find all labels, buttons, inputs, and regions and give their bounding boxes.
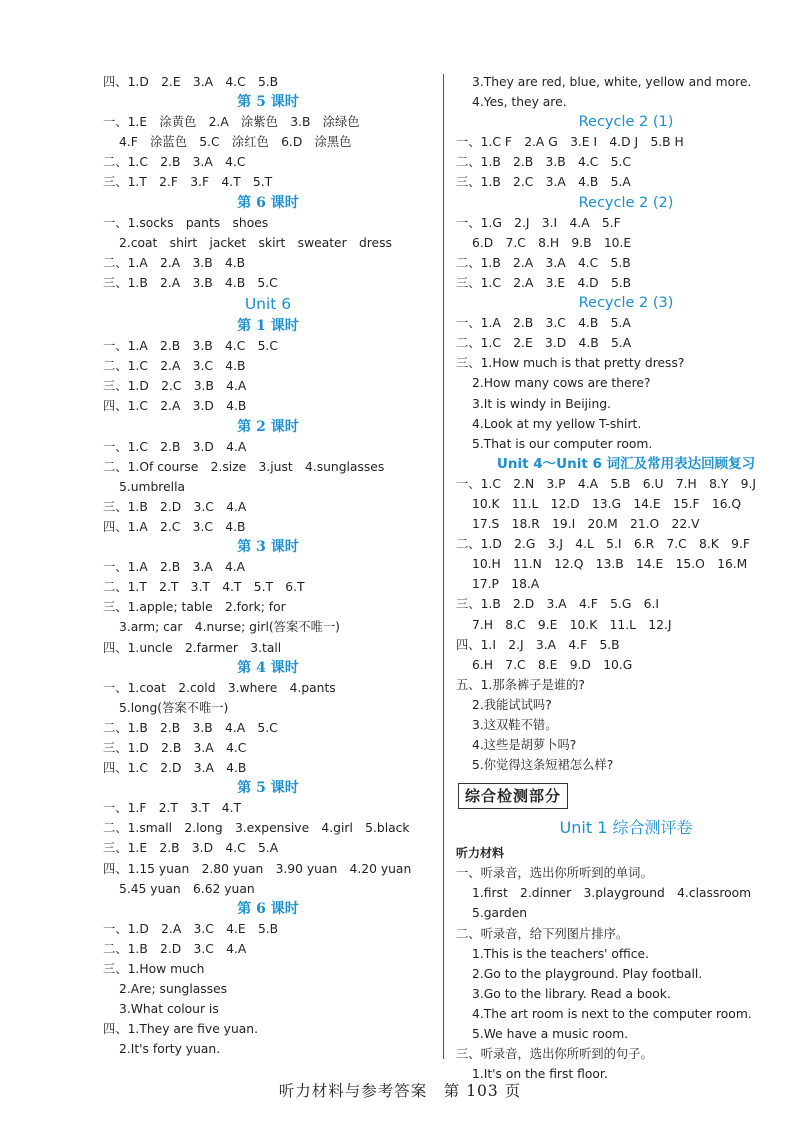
answer-line: 四、1.C 2.D 3.A 4.B [103,761,247,776]
answer-line: 1.first 2.dinner 3.playground 4.classroom [472,886,752,901]
answer-line: 二、1.small 2.long 3.expensive 4.girl 5.black [103,821,410,836]
answer-line: 4.F 涂蓝色 5.C 涂红色 6.D 涂黑色 [119,135,352,150]
answer-line: 一、1.A 2.B 3.C 4.B 5.A [456,316,631,331]
answer-line: 5.umbrella [119,479,186,494]
answer-line: 1.It's on the first floor. [472,1067,608,1082]
answer-line: 三、1.E 2.B 3.D 4.C 5.A [103,841,279,856]
answer-line: 10.K 11.L 12.D 13.G 14.E 15.F 16.Q [472,496,742,511]
answer-line: 二、1.A 2.A 3.B 4.B [103,255,246,270]
answer-line: 一、1.C 2.B 3.D 4.A [103,439,247,454]
page-footer: 听力材料与参考答案 第 103 页 [278,1082,522,1100]
column-divider [443,74,444,1059]
answer-line: 三、1.T 2.F 3.F 4.T 5.T [103,175,273,190]
lesson-heading: 第 5 课时 [237,94,299,111]
answer-line: 二、1.C 2.B 3.A 4.C [103,155,246,170]
answer-line: 一、1.F 2.T 3.T 4.T [103,801,242,816]
answer-line: 3.It is windy in Beijing. [472,396,611,411]
answer-line: 四、1.I 2.J 3.A 4.F 5.B [456,637,620,652]
answer-line: 5.We have a music room. [472,1027,629,1042]
answer-line: 一、1.C 2.N 3.P 4.A 5.B 6.U 7.H 8.Y 9.J [456,476,756,491]
answer-line: 4.Look at my yellow T-shirt. [472,416,642,431]
answer-line: 1.This is the teachers' office. [472,946,650,961]
recycle-heading: Recycle 2 (2) [578,194,674,211]
answer-line: 一、1.D 2.A 3.C 4.E 5.B [103,921,279,936]
answer-line: 一、1.coat 2.cold 3.where 4.pants [103,680,336,695]
answer-line: 三、1.B 2.D 3.C 4.A [103,499,247,514]
subsection-label: 听力材料 [456,846,505,861]
answer-line: 四、1.C 2.A 3.D 4.B [103,399,247,414]
answer-line: 5.45 yuan 6.62 yuan [119,881,255,896]
answer-line: 二、听录音，给下列图片排序。 [456,926,629,941]
answer-line: 一、1.C F 2.A G 3.E I 4.D J 5.B H [456,135,684,150]
answer-line: 三、1.D 2.C 3.B 4.A [103,379,247,394]
answer-line: 4.Yes, they are. [472,95,567,110]
answer-line: 一、1.E 涂黄色 2.A 涂紫色 3.B 涂绿色 [103,115,360,130]
recycle-heading: Recycle 2 (3) [578,295,674,312]
answer-line: 四、1.15 yuan 2.80 yuan 3.90 yuan 4.20 yuan [103,861,412,876]
answer-line: 6.H 7.C 8.E 9.D 10.G [472,657,633,672]
lesson-heading: 第 1 课时 [237,318,299,335]
answer-line: 二、1.B 2.B 3.B 4.A 5.C [103,720,278,735]
unit-heading: Unit 6 [244,295,292,314]
recycle-heading: Recycle 2 (1) [578,114,674,131]
answer-line: 三、1.apple; table 2.fork; for [103,600,286,615]
answer-line: 一、1.A 2.B 3.B 4.C 5.C [103,339,278,354]
lesson-heading: 第 5 课时 [237,780,299,797]
answer-line: 一、1.A 2.B 3.A 4.A [103,560,246,575]
lesson-heading: 第 4 课时 [237,659,299,676]
answer-line: 3.Go to the library. Read a book. [472,986,671,1001]
answer-line: 3.这双鞋不错。 [472,718,558,732]
answer-line: 一、1.G 2.J 3.I 4.A 5.F [456,215,621,230]
answer-line: 三、1.B 2.C 3.A 4.B 5.A [456,175,631,190]
answer-line: 三、1.B 2.D 3.A 4.F 5.G 6.I [456,597,660,612]
answer-line: 二、1.B 2.A 3.A 4.C 5.B [456,255,631,270]
answer-line: 17.S 18.R 19.I 20.M 21.O 22.V [472,517,700,532]
answer-line: 4.The art room is next to the computer room. [472,1006,752,1021]
answer-line: 四、1.uncle 2.farmer 3.tall [103,640,282,655]
section-title-box: 综合检测部分 [458,783,568,809]
answer-line: 3.They are red, blue, white, yellow and more. [472,75,752,89]
test-heading: Unit 1 综合测评卷 [559,818,693,838]
answer-line: 二、1.B 2.B 3.B 4.C 5.C [456,155,631,170]
answer-line: 5.你觉得这条短裙怎么样? [472,758,614,773]
answer-line: 三、1.How much [103,962,205,977]
answer-line: 2.It's forty yuan. [119,1042,221,1057]
answer-line: 三、1.B 2.A 3.B 4.B 5.C [103,275,278,290]
answer-line: 二、1.D 2.G 3.J 4.L 5.I 6.R 7.C 8.K 9.F [456,537,750,552]
lesson-heading: 第 6 课时 [237,194,299,211]
answer-line: 17.P 18.A [472,577,540,592]
answer-line: 2.coat shirt jacket skirt sweater dress [119,235,392,250]
section-box-wrapper [456,775,796,813]
answer-line: 2.Are; sunglasses [119,982,228,997]
answer-line: 4.这些是胡萝卜吗? [472,738,577,753]
lesson-heading: 第 6 课时 [237,900,299,917]
answer-line: 四、1.A 2.C 3.C 4.B [103,519,246,534]
answer-line: 五、1.那条裤子是谁的? [456,677,585,692]
answer-line: 三、听录音，选出你所听到的句子。 [456,1047,653,1062]
answer-line: 二、1.Of course 2.size 3.just 4.sunglasses [103,459,385,474]
lesson-heading: 第 2 课时 [237,418,299,435]
answer-line: 一、1.socks pants shoes [103,215,269,230]
answer-line: 3.arm; car 4.nurse; girl(答案不唯一) [119,620,340,635]
lesson-heading: 第 3 课时 [237,539,299,556]
answer-line: 二、1.B 2.D 3.C 4.A [103,941,247,956]
review-heading: Unit 4～Unit 6 词汇及常用表达回顾复习 [496,455,756,472]
answer-line: 6.D 7.C 8.H 9.B 10.E [472,235,632,250]
answer-line: 三、1.D 2.B 3.A 4.C [103,741,247,755]
answer-line: 二、1.C 2.A 3.C 4.B [103,359,246,374]
answer-line: 四、1.They are five yuan. [103,1022,258,1037]
answer-line: 7.H 8.C 9.E 10.K 11.L 12.J [472,617,672,632]
answer-line: 四、1.D 2.E 3.A 4.C 5.B [103,75,279,89]
answer-line: 三、1.How much is that pretty dress? [456,356,685,371]
answer-line: 10.H 11.N 12.Q 13.B 14.E 15.O 16.M [472,557,748,572]
answer-line: 5.garden [472,906,528,921]
answer-line: 5.long(答案不唯一) [119,700,229,715]
answer-line: 3.What colour is [119,1002,219,1017]
left-column [103,72,433,1060]
answer-line: 三、1.C 2.A 3.E 4.D 5.B [456,275,632,290]
answer-line: 5.That is our computer room. [472,436,653,451]
answer-line: 2.How many cows are there? [472,376,651,391]
answer-line: 二、1.C 2.E 3.D 4.B 5.A [456,336,632,351]
answer-line: 一、听录音，选出你所听到的单词。 [456,866,653,881]
answer-line: 2.我能试试吗? [472,697,552,712]
answer-line: 2.Go to the playground. Play football. [472,966,703,981]
answer-line: 二、1.T 2.T 3.T 4.T 5.T 6.T [103,580,305,595]
right-column [456,72,796,1084]
